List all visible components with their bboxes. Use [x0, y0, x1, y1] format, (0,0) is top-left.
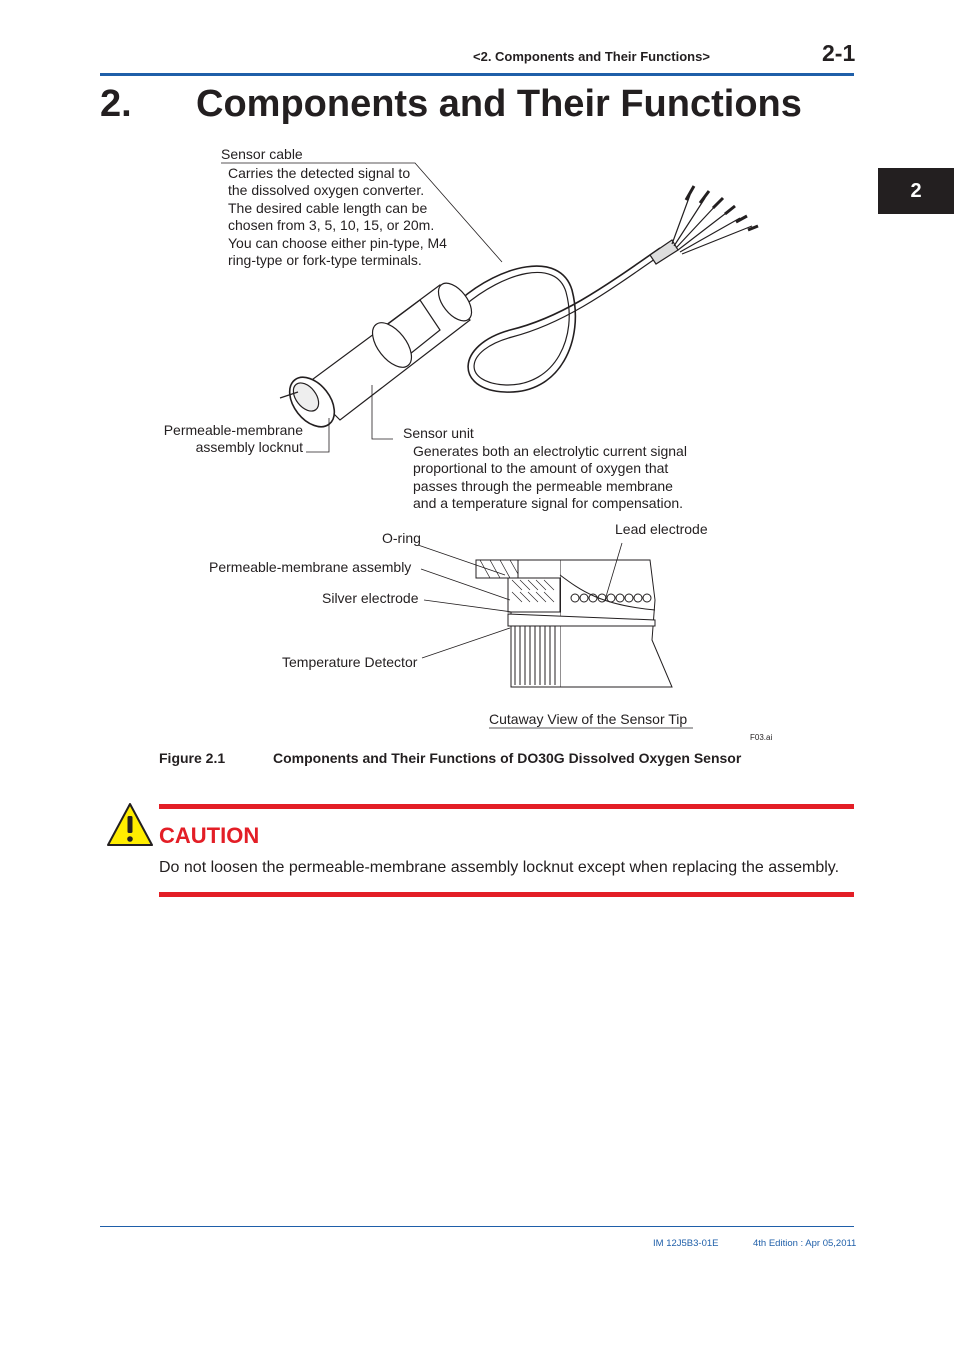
label-lead-electrode: Lead electrode [615, 521, 708, 537]
caution-title: CAUTION [159, 823, 260, 848]
desc-line: Carries the detected signal to [228, 165, 411, 181]
label-temperature-detector: Temperature Detector [282, 654, 418, 670]
page-number: 2-1 [822, 40, 856, 66]
sensor-cable-drawing [460, 248, 660, 392]
caution-bottom-bar [159, 892, 854, 897]
figure-number: Figure 2.1 [159, 750, 226, 766]
desc-line: the dissolved oxygen converter. [228, 182, 425, 199]
caution-top-bar [159, 804, 854, 809]
label-locknut [140, 422, 303, 457]
footer-doc-id: IM 12J5B3-01E [653, 1238, 719, 1249]
desc-line: proportional to the amount of oxygen that [413, 460, 669, 477]
cutaway-caption: Cutaway View of the Sensor Tip [489, 711, 688, 727]
label-sensor-unit: Sensor unit [403, 425, 474, 441]
footer-edition: 4th Edition : Apr 05,2011 [753, 1238, 857, 1249]
chapter-number: 2. [100, 83, 132, 125]
figure-file-ref: F03.ai [750, 733, 773, 742]
desc-line: and a temperature signal for compensation. [413, 495, 684, 512]
locknut-line: assembly locknut [195, 439, 303, 456]
desc-line: Generates both an electrolytic current signal [413, 443, 687, 459]
cutaway-illustration [476, 560, 672, 687]
desc-line: ring-type or fork-type terminals. [228, 252, 422, 269]
sensor-cable-description [228, 165, 447, 269]
label-silver-electrode: Silver electrode [322, 590, 419, 606]
label-o-ring: O-ring [382, 530, 421, 546]
desc-line: chosen from 3, 5, 10, 15, or 20m. [228, 217, 435, 234]
locknut-line: Permeable-membrane [163, 422, 303, 438]
sensor-unit-description [413, 443, 687, 513]
page-title: Components and Their Functions [196, 83, 802, 125]
warning-triangle-icon [106, 802, 154, 847]
desc-line: You can choose either pin-type, M4 [228, 234, 447, 251]
figure-caption: Components and Their Functions of DO30G Dissolved Oxygen Sensor [273, 750, 742, 766]
desc-line: passes through the permeable membrane [413, 477, 673, 494]
footer-rule [100, 1226, 854, 1227]
label-membrane-assembly: Permeable-membrane assembly [209, 559, 412, 575]
label-sensor-cable: Sensor cable [221, 146, 303, 162]
desc-line: The desired cable length can be [228, 199, 428, 216]
chapter-tab: 2 [878, 168, 954, 214]
caution-text: Do not loosen the permeable-membrane assembly locknut except when replacing the assembly. [159, 859, 840, 876]
running-header: <2. Components and Their Functions> [473, 49, 710, 64]
